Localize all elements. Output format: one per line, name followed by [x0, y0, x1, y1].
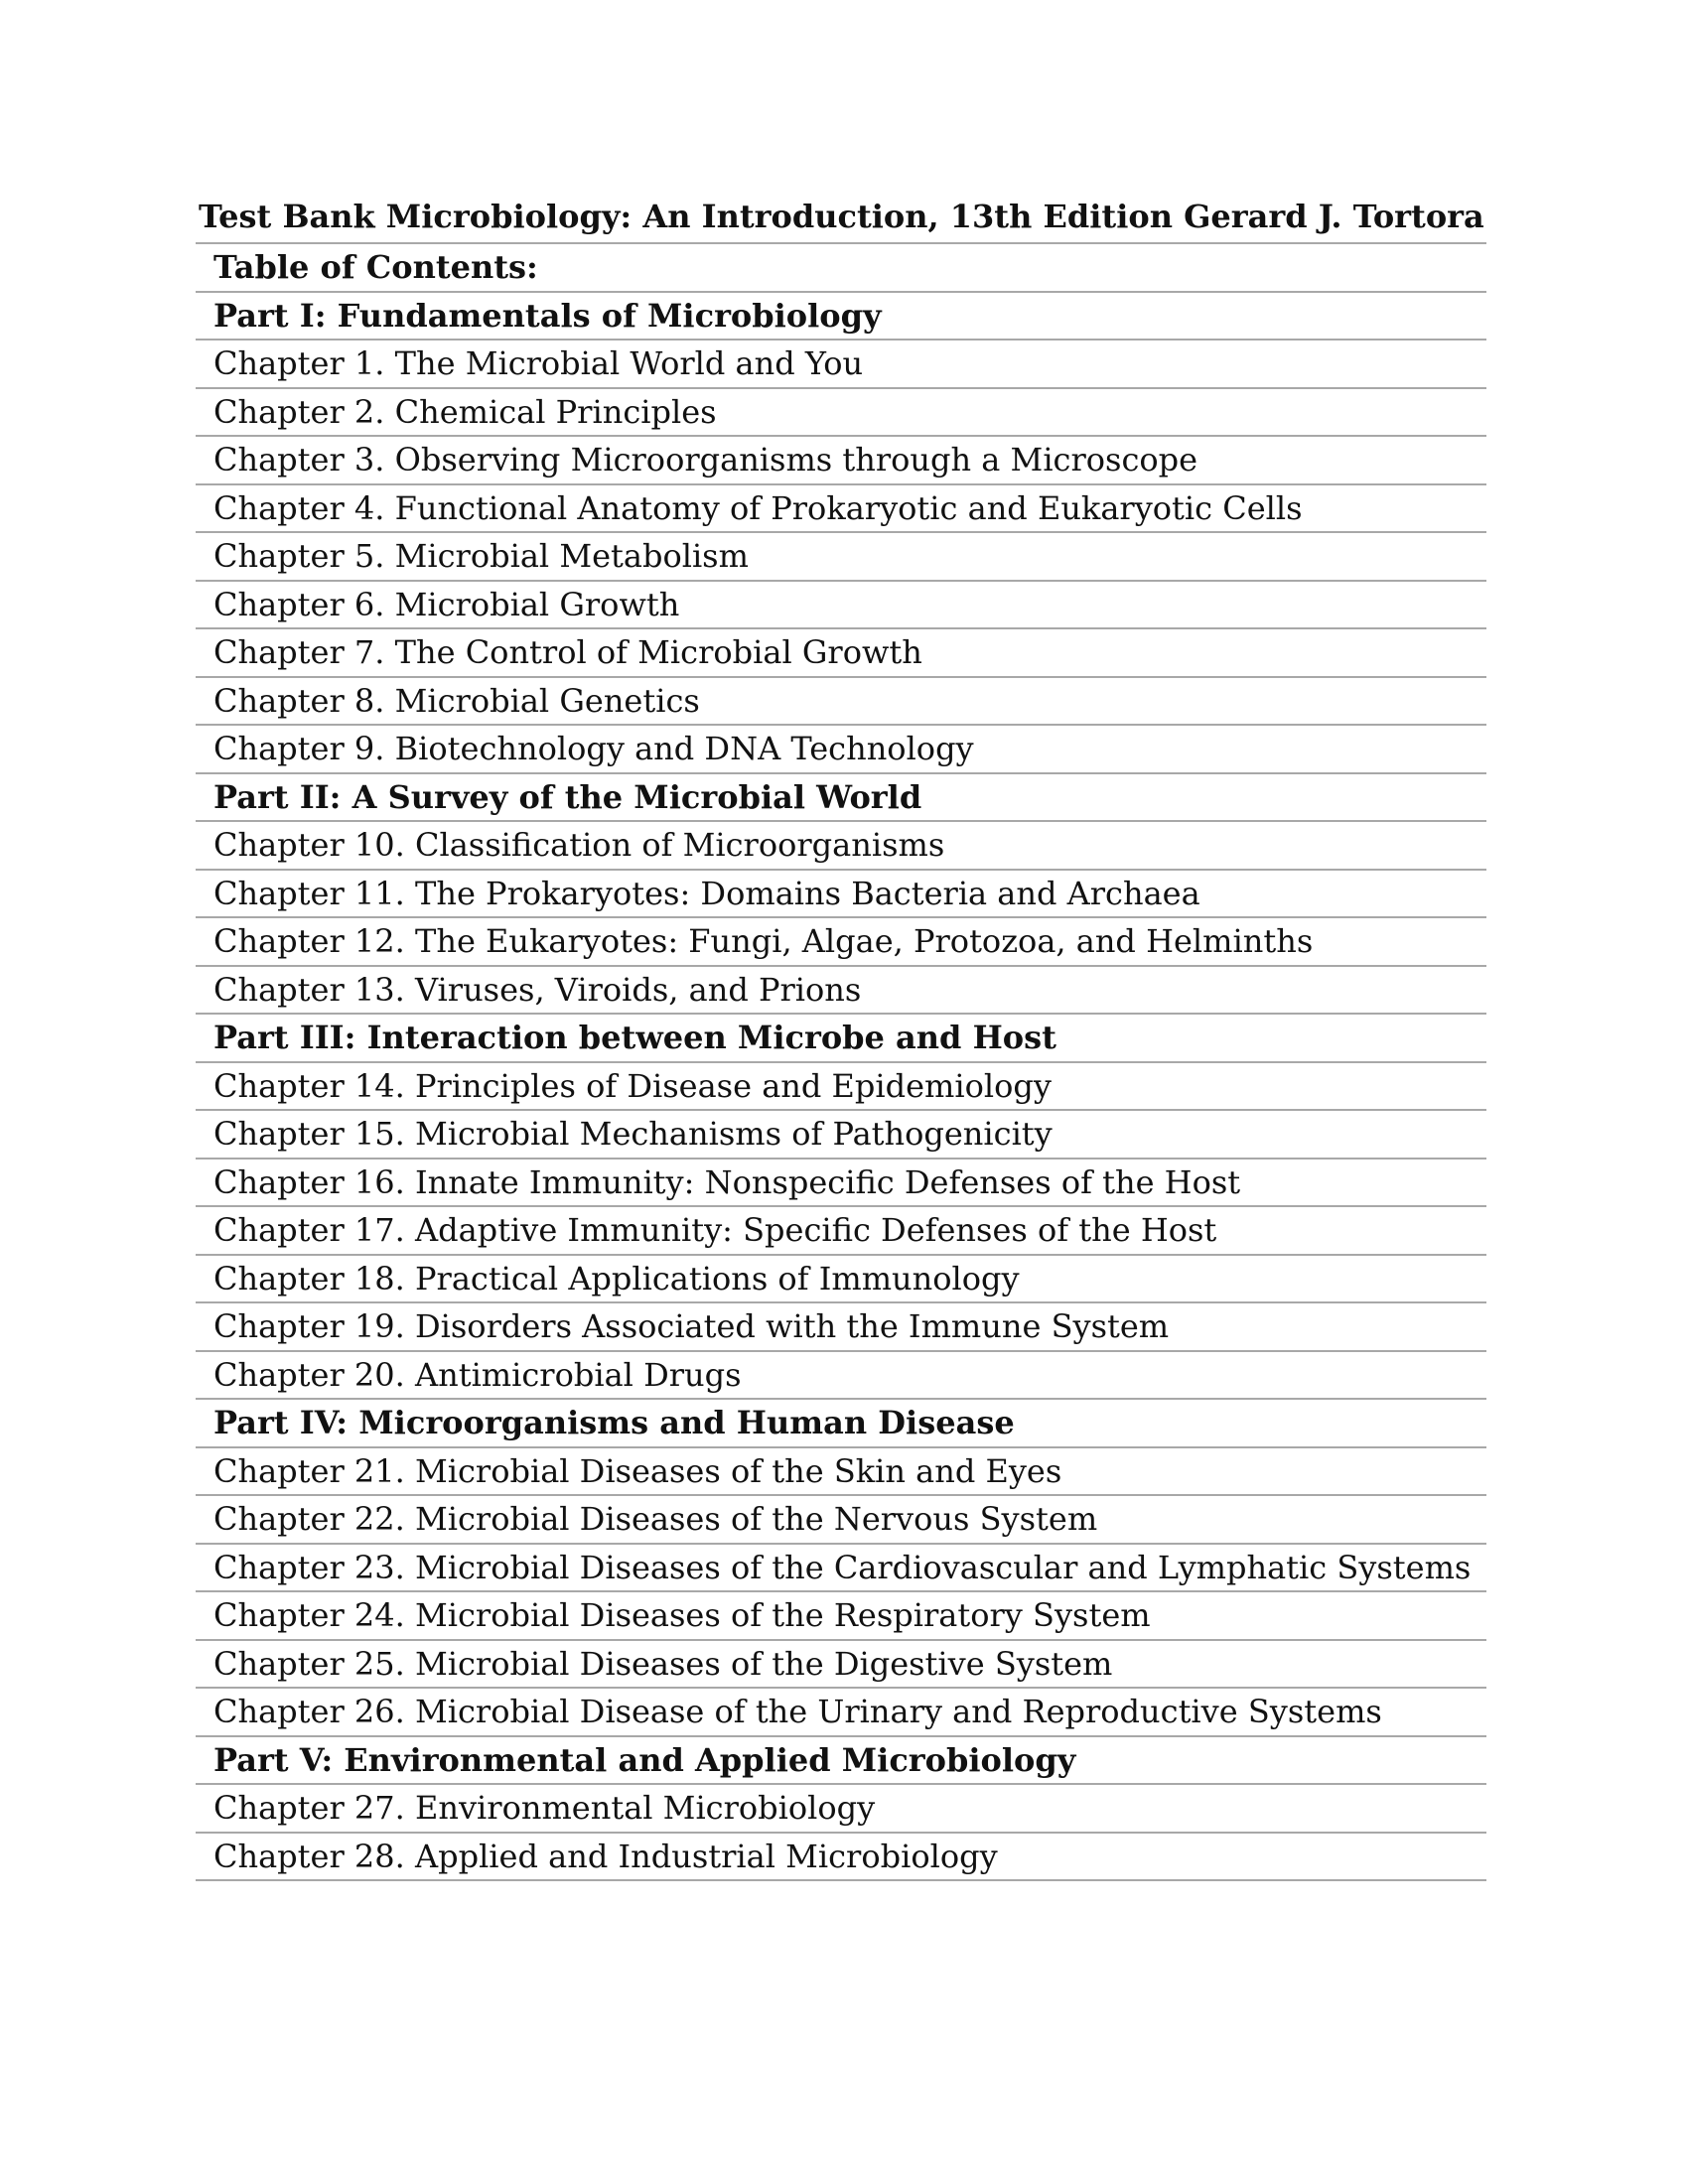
toc-chapter-row: Chapter 27. Environmental Microbiology: [196, 1785, 1486, 1834]
toc-part-heading: Part V: Environmental and Applied Microbiology: [196, 1737, 1486, 1786]
table-of-contents: [196, 242, 1486, 1881]
toc-chapter-row: Chapter 14. Principles of Disease and Epidemiology: [196, 1063, 1486, 1112]
toc-chapter-row: Chapter 20. Antimicrobial Drugs: [196, 1352, 1486, 1401]
toc-chapter-row: Chapter 13. Viruses, Viroids, and Prions: [196, 967, 1486, 1016]
toc-chapter-row: Chapter 2. Chemical Principles: [196, 389, 1486, 438]
document-title: Test Bank Microbiology: An Introduction, 13th Edition Gerard J. Tortora: [199, 198, 1484, 235]
toc-chapter-row: Chapter 6. Microbial Growth: [196, 582, 1486, 630]
toc-chapter-row: Chapter 18. Practical Applications of Immunology: [196, 1256, 1486, 1304]
toc-chapter-row: Chapter 11. The Prokaryotes: Domains Bacteria and Archaea: [196, 871, 1486, 919]
toc-part-heading: Part II: A Survey of the Microbial World: [196, 774, 1486, 823]
toc-part-heading: Part III: Interaction between Microbe and Host: [196, 1015, 1486, 1063]
toc-chapter-row: Chapter 23. Microbial Diseases of the Cardiovascular and Lymphatic Systems: [196, 1545, 1486, 1593]
toc-chapter-row: Chapter 25. Microbial Diseases of the Digestive System: [196, 1641, 1486, 1690]
toc-chapter-row: Chapter 17. Adaptive Immunity: Specific Defenses of the Host: [196, 1207, 1486, 1256]
toc-heading: Table of Contents:: [196, 244, 1486, 293]
toc-chapter-row: Chapter 15. Microbial Mechanisms of Pathogenicity: [196, 1111, 1486, 1160]
toc-part-heading: Part I: Fundamentals of Microbiology: [196, 293, 1486, 341]
toc-chapter-row: Chapter 1. The Microbial World and You: [196, 341, 1486, 389]
toc-chapter-row: Chapter 26. Microbial Disease of the Urinary and Reproductive Systems: [196, 1689, 1486, 1737]
toc-chapter-row: Chapter 3. Observing Microorganisms through a Microscope: [196, 437, 1486, 485]
toc-chapter-row: Chapter 5. Microbial Metabolism: [196, 533, 1486, 582]
toc-chapter-row: Chapter 9. Biotechnology and DNA Technology: [196, 726, 1486, 774]
toc-chapter-row: Chapter 24. Microbial Diseases of the Respiratory System: [196, 1592, 1486, 1641]
toc-chapter-row: Chapter 21. Microbial Diseases of the Skin and Eyes: [196, 1448, 1486, 1497]
toc-chapter-row: Chapter 22. Microbial Diseases of the Nervous System: [196, 1496, 1486, 1545]
toc-chapter-row: Chapter 28. Applied and Industrial Microbiology: [196, 1834, 1486, 1882]
toc-chapter-row: Chapter 4. Functional Anatomy of Prokaryotic and Eukaryotic Cells: [196, 485, 1486, 534]
toc-chapter-row: Chapter 8. Microbial Genetics: [196, 678, 1486, 727]
toc-chapter-row: Chapter 12. The Eukaryotes: Fungi, Algae, Protozoa, and Helminths: [196, 918, 1486, 967]
toc-chapter-row: Chapter 16. Innate Immunity: Nonspecific Defenses of the Host: [196, 1160, 1486, 1208]
toc-chapter-row: Chapter 7. The Control of Microbial Growth: [196, 629, 1486, 678]
toc-chapter-row: Chapter 10. Classification of Microorganisms: [196, 822, 1486, 871]
toc-part-heading: Part IV: Microorganisms and Human Disease: [196, 1400, 1486, 1448]
toc-chapter-row: Chapter 19. Disorders Associated with the Immune System: [196, 1303, 1486, 1352]
